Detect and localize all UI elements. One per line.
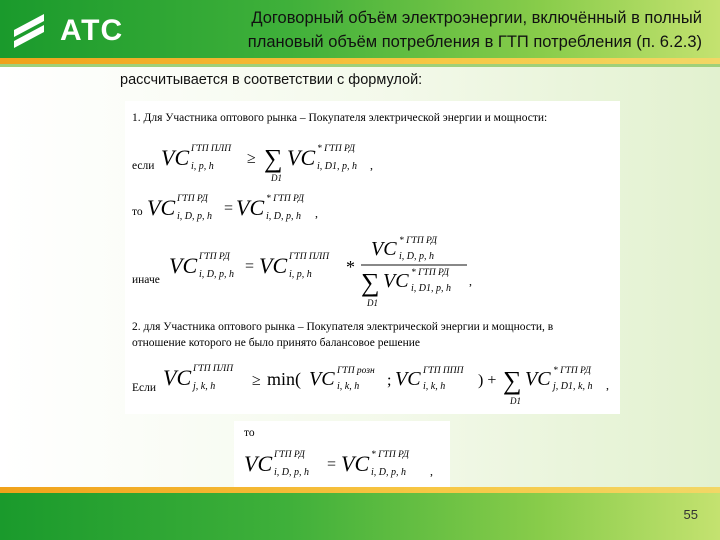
vc-symbol: VC — [236, 195, 265, 220]
subscript: j, D1, k, h — [553, 381, 593, 392]
superscript: ГТП РД — [177, 194, 208, 204]
eq-sign: = — [224, 200, 234, 217]
subscript: i, D, p, h — [199, 269, 234, 280]
superscript: ГТП ПЛП — [193, 364, 234, 374]
comma: , — [469, 274, 472, 288]
page-number: 55 — [683, 507, 698, 522]
vc-symbol: VC — [395, 368, 421, 390]
subscript: i, D, p, h — [177, 211, 212, 222]
vc-symbol: VC — [371, 238, 397, 260]
footer-bar — [0, 493, 720, 540]
comma: , — [430, 464, 433, 478]
vc-symbol: VC — [259, 253, 288, 278]
eq-sign: = — [327, 456, 337, 473]
case2-heading-line1: 2. для Участника оптового рынка – Покупателя электрической энергии и мощности, в — [132, 321, 554, 333]
close-plus: ) + — [478, 372, 497, 389]
subscript: i, p, h — [289, 269, 312, 280]
min-function: min( — [267, 369, 301, 389]
superscript: * ГТП РД — [399, 236, 437, 246]
subscript: i, k, h — [337, 381, 360, 392]
vc-symbol: VC — [147, 195, 176, 220]
subscript: i, p, h — [191, 161, 214, 172]
then-label: то — [132, 206, 143, 218]
sum-sign: ∑ — [264, 144, 283, 173]
eq-sign: = — [245, 258, 255, 275]
geq-sign: ≥ — [247, 150, 256, 167]
subscript: i, k, h — [423, 381, 446, 392]
superscript: ГТП ППП — [423, 366, 464, 376]
vc-symbol: VC — [163, 365, 192, 390]
logo-text: АТС — [60, 14, 124, 47]
vc-symbol: VC — [161, 145, 190, 170]
superscript: * ГТП РД — [553, 366, 591, 376]
superscript: ГТП РД — [274, 450, 305, 460]
sum-subscript: D1 — [271, 173, 282, 183]
comma: , — [315, 206, 318, 220]
logo-mark-icon — [14, 10, 58, 48]
comma: , — [606, 378, 609, 392]
vc-symbol: VC — [525, 368, 551, 390]
vc-symbol: VC — [244, 451, 273, 476]
sum-sign: ∑ — [361, 268, 380, 297]
superscript: * ГТП РД — [411, 268, 449, 278]
vc-symbol: VC — [341, 451, 370, 476]
header-bar — [0, 0, 720, 58]
geq-sign: ≥ — [252, 372, 261, 389]
subscript: i, D, p, h — [399, 251, 434, 262]
ats-logo — [14, 10, 134, 48]
superscript: ГТП РД — [199, 252, 230, 262]
vc-symbol: VC — [309, 368, 335, 390]
superscript: ГТП ПЛП — [289, 252, 330, 262]
title-line-1: Договорный объём электроэнергии, включённый в полный — [251, 9, 702, 27]
times-sign: * — [346, 257, 355, 277]
vc-symbol: VC — [169, 253, 198, 278]
superscript: * ГТП РД — [371, 450, 409, 460]
subscript: i, D, p, h — [274, 467, 309, 478]
if-label: если — [132, 160, 155, 172]
vc-symbol: VC — [383, 270, 409, 292]
subscript: i, D1, p, h — [317, 161, 357, 172]
superscript: * ГТП РД — [266, 194, 304, 204]
else-label: иначе — [132, 274, 160, 286]
title-line-2: плановый объём потребления в ГТП потребления (п. 6.2.3) — [247, 33, 702, 51]
comma: , — [370, 158, 373, 172]
subscript: i, D1, p, h — [411, 283, 451, 294]
case2-heading-line2: отношение которого не было принято балансовое решение — [132, 337, 420, 349]
formula-image-2 — [234, 421, 450, 487]
superscript: * ГТП РД — [317, 144, 355, 154]
then2-label: то — [244, 427, 255, 439]
subscript: j, k, h — [193, 381, 216, 392]
sum-sign: ∑ — [503, 366, 522, 395]
vc-symbol: VC — [287, 145, 316, 170]
semicolon: ; — [387, 372, 392, 389]
slide-title — [142, 6, 702, 54]
sum-subscript: D1 — [367, 298, 378, 308]
intro-text: рассчитывается в соответствии с формулой: — [120, 72, 423, 88]
superscript: ГТП розн — [337, 366, 375, 376]
if2-label: Если — [132, 382, 157, 394]
formula-image-1 — [125, 101, 620, 414]
subscript: i, D, p, h — [266, 211, 301, 222]
subscript: i, D, p, h — [371, 467, 406, 478]
superscript: ГТП ПЛП — [191, 144, 232, 154]
sum-subscript: D1 — [510, 396, 521, 406]
case1-heading: 1. Для Участника оптового рынка – Покупателя электрической энергии и мощности: — [132, 112, 548, 124]
